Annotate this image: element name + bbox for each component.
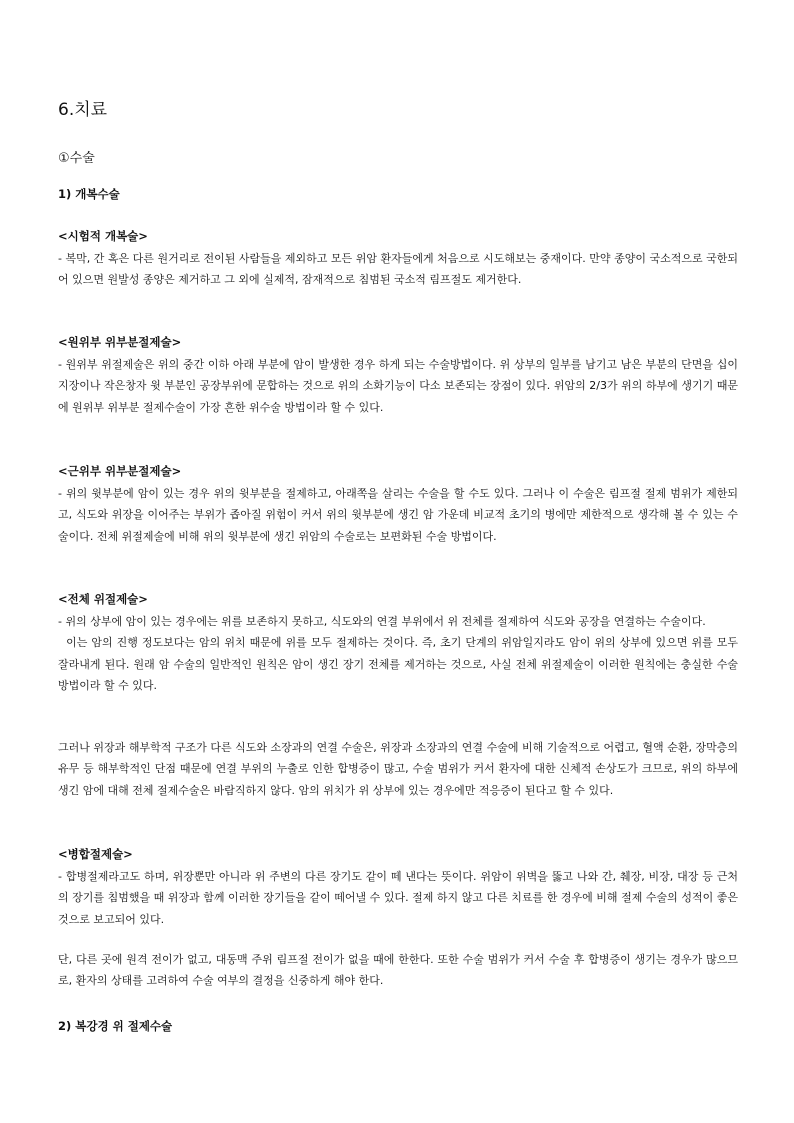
section-combined-resection (58, 846, 738, 930)
section-combined-resection-note (58, 949, 738, 992)
paragraph: 그러나 위장과 해부학적 구조가 다른 식도와 소장과의 연결 수술은, 위장과 소장과의 연결 수술에 비해 기술적으로 어렵고, 혈액 순환, 장막층의 유무 등 해부학적인 단점 때문에 연결 부위의 누출로 인한 합병증이 많고, 수술 범위가 커서 환자에 대한 신체적 손상도가 크므로, 위의 하부에 생긴 암에 대해 전체 절제수술은 바람직하지 않다. 암의 위치가 위 상부에 있는 경우에만 적응증이 된다고 할 수 있다. (58, 741, 738, 797)
section-title: <시험적 개복술> (58, 229, 148, 243)
paragraph: 이는 암의 진행 정도보다는 암의 위치 때문에 위를 모두 절제하는 것이다. 즉, 초기 단계의 위암일지라도 암이 위의 상부에 있으면 위를 모두 잘라내게 된다. 원래 암 수술의 일반적인 원칙은 암이 생긴 장기 전체를 제거하는 것으로, 사실 전체 위절제술이 이러한 원칙에는 충실한 수술 방법이라 할 수 있다. (58, 636, 742, 693)
paragraph: - 원위부 위절제술은 위의 중간 이하 아래 부분에 암이 발생한 경우 하게 되는 수술방법이다. 위 상부의 일부를 남기고 남은 부분의 단면을 십이지장이나 작은창자 윗 부분인 공장부위에 문합하는 것으로 위의 소화기능이 다소 보존되는 장점이 있다. 위암의 2/3가 위의 하부에 생기기 때문에 원위부 위부분 절제수술이 가장 흔한 위수술 방법이라 할 수 있다. (58, 358, 738, 414)
heading-open-surgery: 1) 개복수술 (58, 187, 120, 201)
paragraph: - 위의 윗부분에 암이 있는 경우 위의 윗부분을 절제하고, 아래쪽을 살리는 수술을 할 수도 있다. 그러나 이 수술은 림프절 절제 범위가 제한되고, 식도와 위장을 이어주는 부위가 좁아질 위험이 커서 위의 윗부분에 생긴 암 가운데 비교적 초기의 병에만 제한적으로 생각해 볼 수 있는 수술이다. 전체 위절제술에 비해 위의 윗부분에 생긴 위암의 수술로는 보편화된 수술 방법이다. (58, 487, 738, 543)
section-title: <원위부 위부분절제술> (58, 335, 182, 349)
section-title: <근위부 위부분절제술> (58, 464, 182, 478)
paragraph: - 합병절제라고도 하며, 위장뿐만 아니라 위 주변의 다른 장기도 같이 떼 낸다는 뜻이다. 위암이 위벽을 뚫고 나와 간, 췌장, 비장, 대장 등 근처의 장기를 침범했을 때 위장과 함께 이러한 장기들을 같이 떼어낼 수 있다. 절제 하지 않고 다른 치료를 한 경우에 비해 절제 수술의 성적이 좋은 것으로 보고되어 있다. (58, 870, 738, 926)
section-total-gastrectomy-continued (58, 737, 738, 801)
section-title: <병합절제술> (58, 847, 133, 861)
section-distal-gastrectomy (58, 334, 738, 418)
section-exploratory-laparotomy (58, 228, 738, 291)
chapter-title: 6.치료 (58, 100, 108, 120)
subsection-title: ①수술 (58, 151, 95, 166)
section-title: <전체 위절제술> (58, 592, 148, 606)
heading-laparoscopic-surgery: 2) 복강경 위 절제수술 (58, 1019, 173, 1033)
paragraph: 단, 다른 곳에 원격 전이가 없고, 대동맥 주위 림프절 전이가 없을 때에 한한다. 또한 수술 범위가 커서 수술 후 합병증이 생기는 경우가 많으므로, 환자의 상태를 고려하여 수술 여부의 결정을 신중하게 해야 한다. (58, 953, 738, 988)
section-proximal-gastrectomy (58, 463, 738, 547)
section-total-gastrectomy (58, 591, 742, 697)
paragraph: - 복막, 간 혹은 다른 원거리로 전이된 사람들을 제외하고 모든 위암 환자들에게 처음으로 시도해보는 중재이다. 만약 종양이 국소적으로 국한되어 있으면 원발성 종양은 제거하고 그 외에 실제적, 잠재적으로 침범된 국소적 림프절도 제거한다. (58, 252, 738, 287)
paragraph: - 위의 상부에 암이 있는 경우에는 위를 보존하지 못하고, 식도와의 연결 부위에서 위 전체를 절제하여 식도와 공장을 연결하는 수술이다. (58, 615, 706, 628)
